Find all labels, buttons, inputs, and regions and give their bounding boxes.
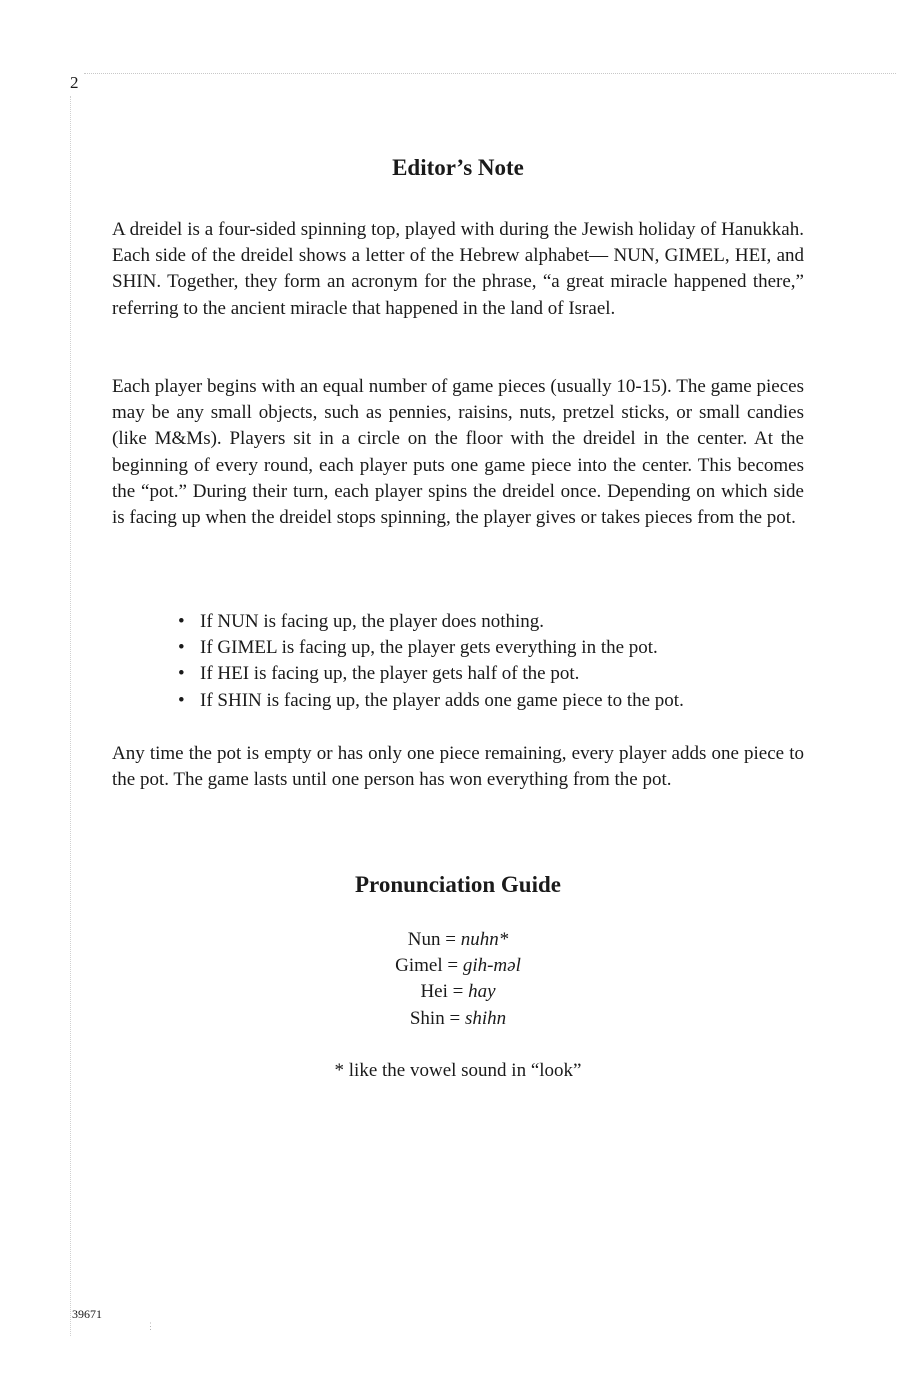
equals-sign: = bbox=[444, 1007, 465, 1029]
editors-note-title: Editor’s Note bbox=[392, 155, 524, 180]
page-number: 2 bbox=[70, 73, 79, 92]
rule-nun-text: If NUN is facing up, the player does nothing. bbox=[200, 611, 545, 632]
pronunciation-row-nun bbox=[112, 927, 804, 953]
catalog-number: 39671 bbox=[72, 1307, 102, 1321]
bullet-icon: • bbox=[178, 689, 185, 711]
rule-nun bbox=[178, 609, 818, 635]
pronunciation-sound: shihn bbox=[464, 1007, 507, 1029]
rule-shin bbox=[178, 688, 818, 714]
pronunciation-sound: gih-məl bbox=[462, 955, 521, 977]
rule-gimel bbox=[178, 635, 818, 661]
corner-mark: ⋮ bbox=[146, 1321, 155, 1331]
letter-name: Gimel bbox=[395, 955, 443, 977]
page-edge-top-divider bbox=[84, 73, 896, 74]
pronunciation-row-shin bbox=[112, 1006, 804, 1032]
page-edge-left-divider bbox=[70, 96, 71, 1336]
rule-hei bbox=[178, 661, 818, 687]
bullet-icon: • bbox=[178, 663, 185, 685]
editors-note-paragraph-intro: A dreidel is a four-sided spinning top, played with during the Jewish holiday of Hanukkah. Each side of the dreidel shows a letter of the Hebrew alphabet— NUN, GIMEL, HEI, and SHIN. Together, they form an acronym for the phrase, “a great miracle happened there,” referring to the ancient miracle that happened in the land of Israel. bbox=[112, 219, 804, 319]
rule-gimel-text: If GIMEL is facing up, the player gets everything in the pot. bbox=[200, 637, 658, 659]
editors-note-paragraph-ending: Any time the pot is empty or has only one piece remaining, every player adds one piece to the pot. The game lasts until one person has won everything from the pot. bbox=[112, 743, 804, 791]
letter-name: Shin bbox=[409, 1007, 445, 1029]
pronunciation-sound: nuhn* bbox=[460, 929, 509, 950]
letter-name: Hei bbox=[420, 981, 448, 1003]
pronunciation-footnote: * like the vowel sound in “look” bbox=[334, 1060, 582, 1081]
rule-shin-text: If SHIN is facing up, the player adds one game piece to the pot. bbox=[200, 689, 684, 711]
dreidel-rules-list bbox=[178, 609, 818, 714]
pronunciation-list bbox=[112, 927, 804, 1032]
rule-hei-text: If HEI is facing up, the player gets half of the pot. bbox=[200, 663, 580, 685]
pronunciation-row-hei bbox=[112, 979, 804, 1005]
equals-sign: = bbox=[447, 981, 469, 1003]
equals-sign: = bbox=[442, 955, 463, 977]
editors-note-paragraph-rules: Each player begins with an equal number of game pieces (usually 10-15). The game pieces may be any small objects, such as pennies, raisins, nuts, pretzel sticks, or small candies (like M&Ms). Players sit in a circle on the floor with the dreidel in the center. At the beginning of every round, each player puts one game piece into the center. This becomes the “pot.” During their turn, each player spins the dreidel once. Depending on which side is facing up when the dreidel stops spinning, the player gives or takes pieces from the pot. bbox=[112, 376, 804, 529]
bullet-icon: • bbox=[178, 637, 185, 659]
equals-sign: = bbox=[440, 929, 461, 950]
pronunciation-row-gimel bbox=[112, 953, 804, 979]
letter-name: Nun bbox=[407, 929, 441, 950]
pronunciation-guide-title: Pronunciation Guide bbox=[355, 872, 561, 897]
bullet-icon: • bbox=[178, 611, 185, 632]
pronunciation-sound: hay bbox=[468, 981, 496, 1003]
